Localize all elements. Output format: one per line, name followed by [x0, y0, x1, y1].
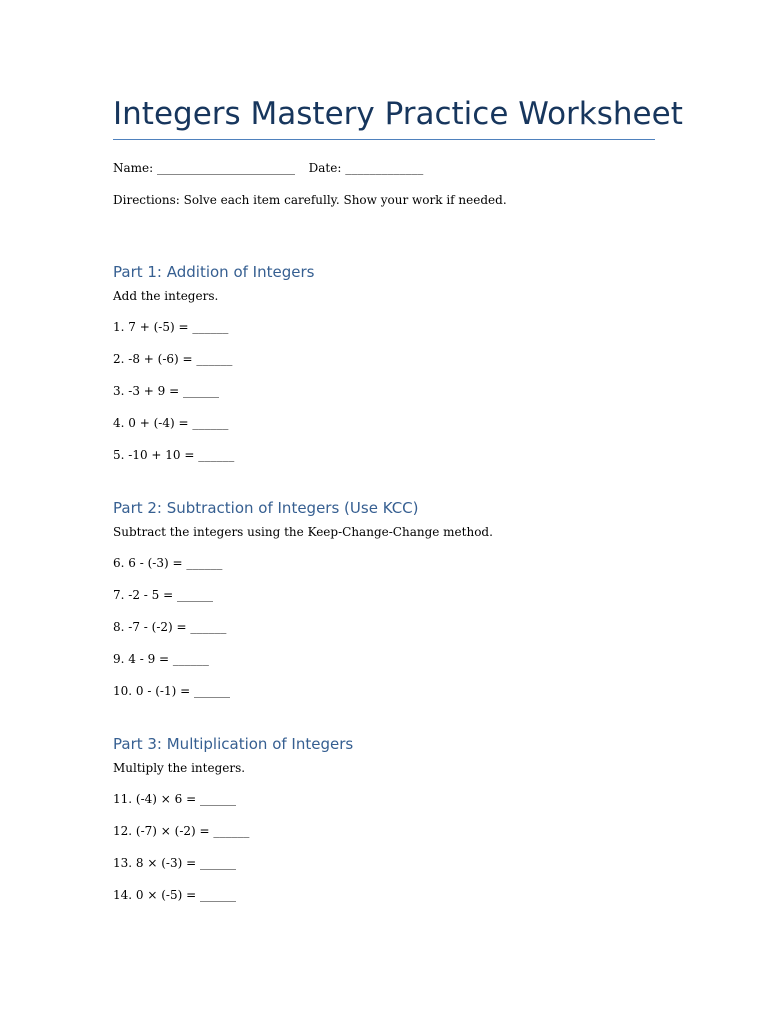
section-instruction-part-2: Subtract the integers using the Keep-Change-Change method. [113, 525, 493, 539]
problem-item-5: 5. -10 + 10 = ______ [113, 448, 235, 462]
problem-item-4: 4. 0 + (-4) = ______ [113, 416, 229, 430]
title-divider [113, 139, 655, 140]
problem-item-9: 9. 4 - 9 = ______ [113, 652, 209, 666]
section-instruction-part-1: Add the integers. [113, 289, 219, 303]
problem-item-2: 2. -8 + (-6) = ______ [113, 352, 233, 366]
problem-item-6: 6. 6 - (-3) = ______ [113, 556, 223, 570]
problem-item-1: 1. 7 + (-5) = ______ [113, 320, 229, 334]
problem-item-13: 13. 8 × (-3) = ______ [113, 856, 236, 870]
problem-item-14: 14. 0 × (-5) = ______ [113, 888, 236, 902]
section-instruction-part-3: Multiply the integers. [113, 761, 246, 775]
problem-item-11: 11. (-4) × 6 = ______ [113, 792, 236, 806]
worksheet-title: Integers Mastery Practice Worksheet [113, 96, 683, 132]
section-heading-part-3: Part 3: Multiplication of Integers [113, 735, 354, 753]
name-field[interactable]: Name: _______________________ [113, 161, 295, 175]
problem-item-7: 7. -2 - 5 = ______ [113, 588, 213, 602]
section-heading-part-2: Part 2: Subtraction of Integers (Use KCC) [113, 499, 419, 517]
problem-item-12: 12. (-7) × (-2) = ______ [113, 824, 250, 838]
problem-item-10: 10. 0 - (-1) = ______ [113, 684, 230, 698]
problem-item-8: 8. -7 - (-2) = ______ [113, 620, 227, 634]
name-date-line [113, 159, 423, 177]
problem-item-3: 3. -3 + 9 = ______ [113, 384, 219, 398]
directions-text: Directions: Solve each item carefully. Show your work if needed. [113, 193, 507, 207]
date-field[interactable]: Date: _____________ [308, 161, 424, 175]
section-heading-part-1: Part 1: Addition of Integers [113, 263, 315, 281]
